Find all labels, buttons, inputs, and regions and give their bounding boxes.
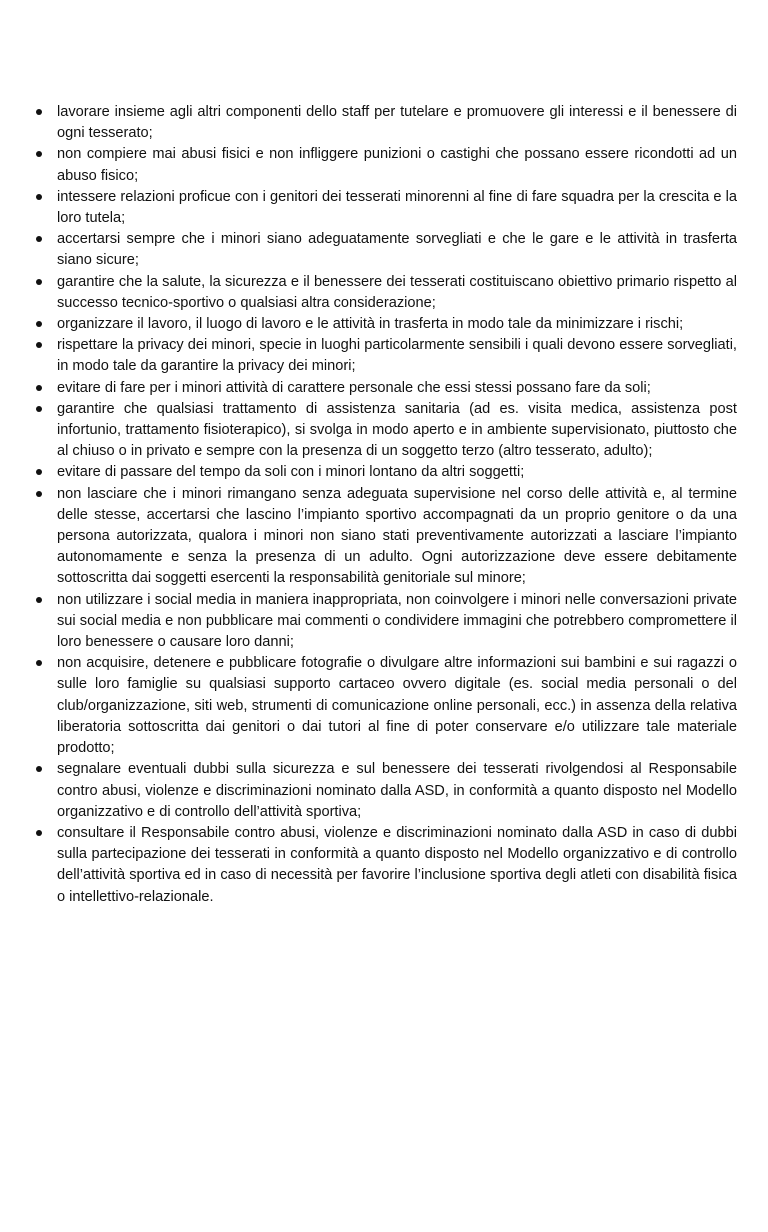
list-item xyxy=(34,187,737,229)
list-item-text: evitare di fare per i minori attività di carattere personale che essi stessi possano fare da soli; xyxy=(57,379,651,396)
list-item-text: non utilizzare i social media in maniera inappropriata, non coinvolgere i minori nelle conversazioni private sui social media e non pubblicare mai commenti o condividere immagini che potrebbero compromettere il loro benessere o causare loro danni; xyxy=(57,591,737,651)
list-item-text: evitare di passare del tempo da soli con i minori lontano da altri soggetti; xyxy=(57,464,525,481)
list-item xyxy=(34,335,737,377)
list-item-text: consultare il Responsabile contro abusi, violenze e discriminazioni nominato dalla ASD in caso di dubbi sulla partecipazione dei tesserati in conformità a quanto disposto nel Modello organizzativo e di controllo dell’attività sportiva ed in caso di necessità per favorire l’inclusione sportiva degli atleti con disabilità fisica o intellettivo-relazionale. xyxy=(57,824,737,905)
bullet-icon xyxy=(36,766,42,772)
list-item xyxy=(34,272,737,314)
list-item-text: non compiere mai abusi fisici e non infliggere punizioni o castighi che possano essere ricondotti ad un abuso fisico; xyxy=(57,146,737,184)
bullet-icon xyxy=(36,279,42,285)
list-item xyxy=(34,759,737,823)
bullet-icon xyxy=(36,406,42,412)
bullet-icon xyxy=(36,385,42,391)
bullet-list xyxy=(34,102,737,908)
list-item xyxy=(34,484,737,590)
bullet-icon xyxy=(36,830,42,836)
bullet-icon xyxy=(36,109,42,115)
bullet-icon xyxy=(36,236,42,242)
list-item-text: rispettare la privacy dei minori, specie in luoghi particolarmente sensibili i quali devono essere sorvegliati, in modo tale da garantire la privacy dei minori; xyxy=(57,337,737,375)
list-item-text: non lasciare che i minori rimangano senza adeguata supervisione nel corso delle attività e, al termine delle stesse, accertarsi che lascino l’impianto sportivo accompagnati da un proprio genitore o da una persona autorizzata, qualora i minori non siano stati preventivamente autorizzati a lasciare l’impianto autonomamente e senza la presenza di un adulto. Ogni autorizzazione deve essere debitamente sottoscritta dai soggetti esercenti la responsabilità genitoriale sul minore; xyxy=(57,485,737,587)
bullet-icon xyxy=(36,151,42,157)
list-item xyxy=(34,378,737,399)
list-item-text: garantire che qualsiasi trattamento di assistenza sanitaria (ad es. visita medica, assistenza post infortunio, trattamento fisioterapico), si svolga in modo aperto e in ambiente supervisionato, piuttosto che al chiuso o in privato e sempre con la presenza di un soggetto terzo (altro tesserato, adulto); xyxy=(57,400,737,460)
list-item xyxy=(34,229,737,271)
list-item-text: non acquisire, detenere e pubblicare fotografie o divulgare altre informazioni sui bambini e sui ragazzi o sulle loro famiglie su qualsiasi supporto cartaceo ovvero digitale (es. social media personali o del club/organizzazione, siti web, strumenti di comunicazione online personali, ecc.) in assenza della relativa liberatoria sottoscritta dai genitori o dai tutori al fine di poter conservare e/o utilizzare tale materiale prodotto; xyxy=(57,655,737,757)
bullet-icon xyxy=(36,342,42,348)
list-item xyxy=(34,144,737,186)
bullet-icon xyxy=(36,597,42,603)
list-item-text: organizzare il lavoro, il luogo di lavoro e le attività in trasferta in modo tale da minimizzare i rischi; xyxy=(57,316,684,333)
list-item xyxy=(34,653,737,759)
bullet-icon xyxy=(36,194,42,200)
bullet-icon xyxy=(36,321,42,327)
bullet-icon xyxy=(36,491,42,497)
list-item-text: segnalare eventuali dubbi sulla sicurezza e sul benessere dei tesserati rivolgendosi al Responsabile contro abusi, violenze e discriminazioni nominato dalla ASD, in conformità a quanto disposto nel Modello organizzativo e di controllo dell’attività sportiva; xyxy=(57,761,737,820)
list-item xyxy=(34,590,737,654)
list-item-text: accertarsi sempre che i minori siano adeguatamente sorvegliati e che le gare e le attività in trasferta siano sicure; xyxy=(57,231,737,269)
list-item xyxy=(34,314,737,335)
list-item xyxy=(34,462,737,483)
list-item xyxy=(34,823,737,908)
list-item-text: garantire che la salute, la sicurezza e il benessere dei tesserati costituiscano obiettivo primario rispetto al successo tecnico-sportivo o qualsiasi altra considerazione; xyxy=(57,273,737,311)
list-item xyxy=(34,399,737,463)
list-item-text: lavorare insieme agli altri componenti dello staff per tutelare e promuovere gli interessi e il benessere di ogni tesserato; xyxy=(57,104,737,142)
list-item xyxy=(34,102,737,144)
bullet-icon xyxy=(36,469,42,475)
bullet-icon xyxy=(36,660,42,666)
list-item-text: intessere relazioni proficue con i genitori dei tesserati minorenni al fine di fare squadra per la crescita e la loro tutela; xyxy=(57,188,737,227)
